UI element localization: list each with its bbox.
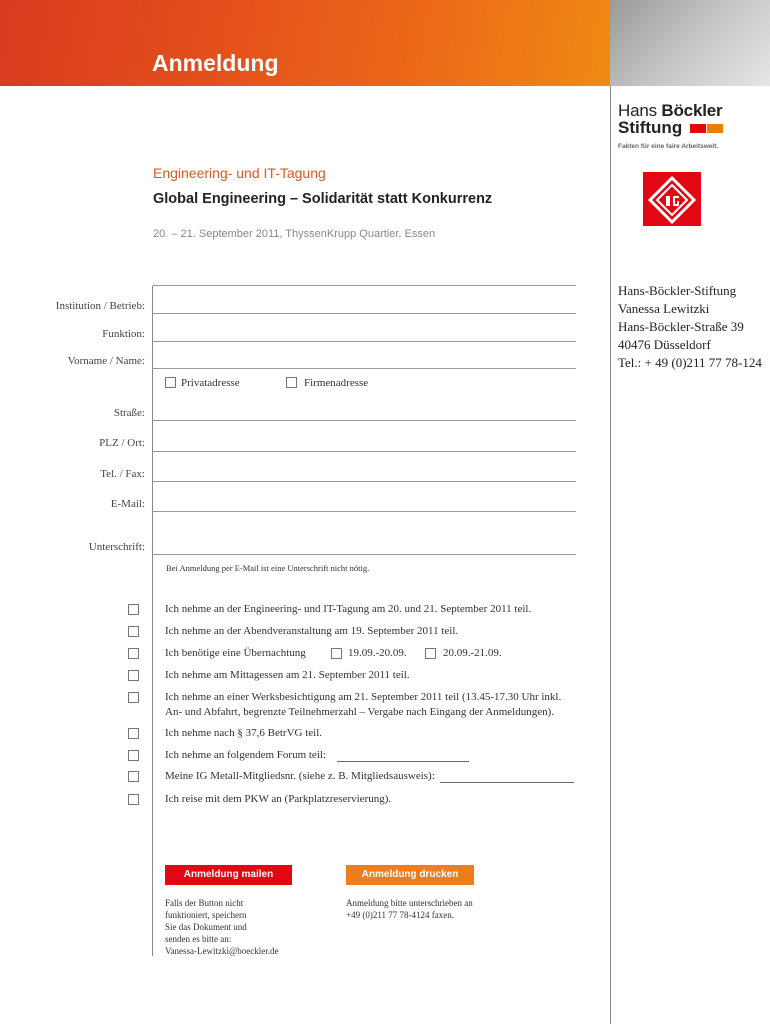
firmenadresse-checkbox[interactable] [286,377,297,388]
mitglied-input[interactable] [440,782,574,783]
event-title: Global Engineering – Solidarität statt Konkurrenz [153,191,493,207]
address-line-3: Hans-Böckler-Straße 39 [618,319,744,334]
forum-checkbox[interactable] [128,750,139,761]
night2-label: 20.09.-21.09. [443,647,502,659]
strasse-field[interactable] [153,420,576,421]
night1-checkbox[interactable] [331,648,342,659]
forum-label: Ich nehme an folgendem Forum teil: [165,749,326,761]
forum-input[interactable] [337,761,469,762]
night1-label: 19.09.-20.09. [348,647,407,659]
page-title: Anmeldung [152,50,279,76]
print-note [346,897,473,921]
logo-hans-boeckler: Hans Böckler [618,101,723,120]
mail-note-line: Falls der Button nicht [165,898,244,908]
uebernachtung-checkbox[interactable] [128,648,139,659]
abend-checkbox[interactable] [128,626,139,637]
address-line-1: Hans-Böckler-Stiftung [618,283,737,298]
pkw-checkbox[interactable] [128,794,139,805]
header-banner [0,0,610,86]
mittag-checkbox[interactable] [128,670,139,681]
mail-note-line: funktioniert, speichern [165,910,247,920]
privatadresse-checkbox[interactable] [165,377,176,388]
institution-field[interactable] [153,313,576,314]
mail-note [165,897,279,957]
mail-registration-button[interactable]: Anmeldung mailen [165,865,292,885]
privatadresse-label: Privatadresse [181,377,240,389]
logo-tagline: Fakten für eine faire Arbeitswelt. [618,143,719,150]
funktion-field[interactable] [153,341,576,342]
firmenadresse-label: Firmenadresse [304,377,369,389]
mittag-label: Ich nehme am Mittagessen am 21. September 2011 teil. [165,669,410,681]
tel-label: Tel. / Fax: [100,468,145,480]
address-line-5: Tel.: + 49 (0)211 77 78-124 [618,355,762,370]
tel-field[interactable] [153,481,576,482]
betrvg-label: Ich nehme nach § 37,6 BetrVG teil. [165,727,323,739]
mail-note-email: Vanessa-Lewitzki@boeckler.de [165,946,279,956]
mitglied-checkbox[interactable] [128,771,139,782]
logo-orange-block [707,124,723,133]
betrvg-checkbox[interactable] [128,728,139,739]
mail-note-line: Sie das Dokument und [165,922,247,932]
strasse-label: Straße: [113,407,145,419]
ig-metall-logo [643,172,701,226]
unterschrift-label: Unterschrift: [88,541,145,553]
address-line-4: 40476 Düsseldorf [618,337,711,352]
print-note-line: Anmeldung bitte unterschrieben an [346,898,473,908]
plz-field[interactable] [153,451,576,452]
event-date: 20. – 21. September 2011, ThyssenKrupp Quartier, Essen [153,228,436,240]
print-note-line: +49 (0)211 77 78-4124 faxen. [346,910,454,920]
email-field[interactable] [153,511,576,512]
header-banner-grey [610,0,770,86]
logo-stiftung: Stiftung [618,118,683,137]
event-type: Engineering- und IT-Tagung [153,165,326,181]
tagung-checkbox[interactable] [128,604,139,615]
tagung-label: Ich nehme an der Engineering- und IT-Tagung am 20. und 21. September 2011 teil. [165,603,532,615]
form-left-rule [152,286,153,956]
name-field[interactable] [153,368,576,369]
funktion-label: Funktion: [102,328,145,340]
institution-label: Institution / Betrieb: [55,300,145,312]
unterschrift-field[interactable] [153,554,576,555]
logo-red-block [690,124,706,133]
address-line-2: Vanessa Lewitzki [618,301,710,316]
ig-metall-emblem-icon [643,172,701,226]
abend-label: Ich nehme an der Abendveranstaltung am 19. September 2011 teil. [165,625,459,637]
form-top-rule [153,285,576,286]
right-column-divider [610,86,611,1024]
mitglied-label: Meine IG Metall-Mitgliedsnr. (siehe z. B. Mitgliedsausweis): [165,770,435,782]
mail-note-line: senden es bitte an: [165,934,232,944]
uebernachtung-label: Ich benötige eine Übernachtung [165,647,306,659]
print-registration-button[interactable]: Anmeldung drucken [346,865,474,885]
werk-checkbox[interactable] [128,692,139,703]
signature-note: Bei Anmeldung per E-Mail ist eine Unterschrift nicht nötig. [166,563,370,573]
name-label: Vorname / Name: [67,355,145,367]
werk-label-line2: An- und Abfahrt, begrenzte Teilnehmerzahl – Vergabe nach Eingang der Anmeldungen). [165,706,554,718]
pkw-label: Ich reise mit dem PKW an (Parkplatzreservierung). [165,793,392,805]
plz-label: PLZ / Ort: [99,437,145,449]
email-label: E-Mail: [110,498,145,510]
night2-checkbox[interactable] [425,648,436,659]
werk-label-line1: Ich nehme an einer Werksbesichtigung am 21. September 2011 teil (13.45-17.30 Uhr inkl. [165,691,562,703]
